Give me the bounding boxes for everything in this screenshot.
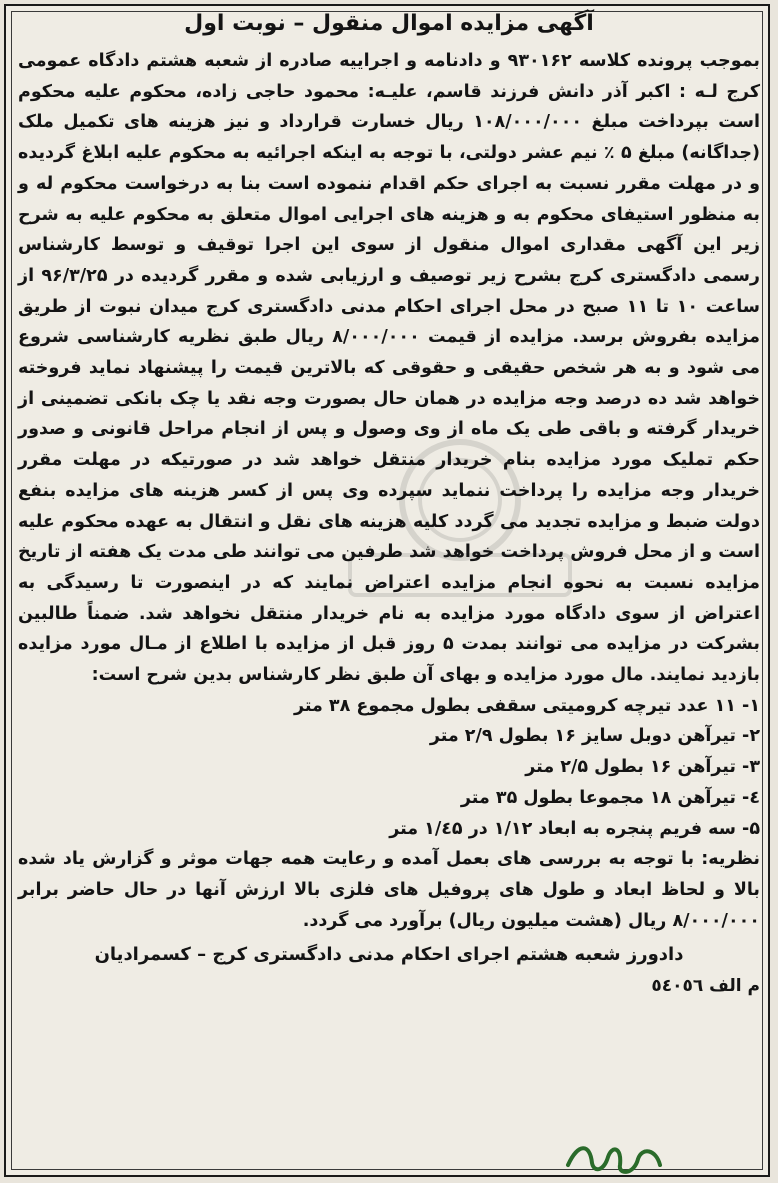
notice-title: آگهی مزایده اموال منقول – نوبت اول	[184, 11, 594, 36]
auction-item: ۵- سه فریم پنجره به ابعاد ۱/۱۲ در ۱/٤۵ متر	[389, 818, 760, 839]
auction-notice	[18, 10, 760, 1000]
auction-item: ۲- تیرآهن دوبل سایز ۱۶ بطول ۲/۹ متر	[429, 726, 760, 747]
auction-items-list	[18, 691, 760, 845]
expert-opinion: نظریه: با توجه به بررسی های بعمل آمده و رعایت همه جهات موثر و گزارش یاد شده بالا و لحاظ ابعاد و طول های پروفیل های فلزی بالا ارزش آنها در حال حاضر برابر ۸/۰۰۰/۰۰۰ ریال (هشت میلیون ریال) برآورد می گردد.	[18, 849, 760, 931]
signature-line: دادورز شعبه هشتم اجرای احکام مدنی دادگستری کرج – کسمرادیان	[94, 944, 684, 966]
handwritten-mark	[560, 1135, 670, 1179]
auction-item: ٤- تیرآهن ۱۸ مجموعا بطول ۳۵ متر	[460, 787, 760, 808]
auction-item: ۱- ۱۱ عدد تیرچه کرومیتی سقفی بطول مجموع ۳۸ متر	[293, 695, 760, 716]
notice-body: بموجب پرونده کلاسه ۹۳۰۱۶۲ و دادنامه و اجراییه صادره از شعبه هشتم دادگاه عمومی کرج لـه : اکبر آذر دانش فرزند قاسم، علیـه: محمود حاجی زاده، محکوم علیه محکوم است بپرداخت مبلغ ۱۰۸/۰۰۰/۰۰۰ ریال خسارت قرارداد و نیز هزینه های تکمیل ملک (جداگانه) مبلغ ۵ ٪ نیم عشر دولتی، با توجه به اینکه اجرائیه به محکوم علیه ابلاغ گردیده و در مهلت مقرر نسبت به اجرای حکم اقدام ننموده است بنا به درخواست محکوم له و به منظور استیفای محکوم به و هزینه های اجرایی اموال متعلق به محکوم علیه به شرح زیر این آگهی مقداری اموال منقول از سوی این اجرا توقیف و توسط کارشناس رسمی دادگستری کرج بشرح زیر توصیف و ارزیابی شده و مقرر گردیده در ۹۶/۳/۲۵ از ساعت ۱۰ تا ۱۱ صبح در محل اجرای احکام مدنی دادگستری کرج میدان نبوت از طریق مزایده بفروش برسد. مزایده از قیمت ۸/۰۰۰/۰۰۰ ریال طبق نظریه کارشناسی شروع می شود و به هر شخص حقیقی و حقوقی که بالاترین قیمت را پیشنهاد نماید فروخته خواهد شد ده درصد وجه مزایده در همان حال بصورت وجه نقد یا چک بانکی تضمینی از خریدار گرفته و باقی طی یک ماه از وی وصول و پس از انجام مراحل قانونی و صدور حکم تملیک مورد مزایده بنام خریدار منتقل خواهد شد در صورتیکه در مهلت مقرر خریدار وجه مزایده را پرداخت ننماید سپرده وی پس از کسر هزینه های مزایده بنفع دولت ضبط و مزایده تجدید می گردد کلیه هزینه های نقل و انتقال به عهده محکوم علیه است و از محل فروش پرداخت خواهد شد طرفین می توانند طی مدت یک هفته از تاریخ مزایده نسبت به نحوه انجام مزایده اعتراض نمایند که در اینصورت تا رسیدگی به اعتراض از سوی دادگاه مورد مزایده به نام خریدار منتقل نخواهد شد. ضمناً طالبین بشرکت در مزایده می توانند بمدت ۵ روز قبل از مزایده با اطلاع از مـال مورد مزایده بازدید نمایند. مال مورد مزایده و بهای آن طبق نظر کارشناس بدین شرح است:	[18, 51, 761, 686]
reference-number: م الف ٥٤٠٥٦	[651, 976, 760, 997]
auction-item: ۳- تیرآهن ۱۶ بطول ۲/۵ متر	[525, 757, 760, 778]
